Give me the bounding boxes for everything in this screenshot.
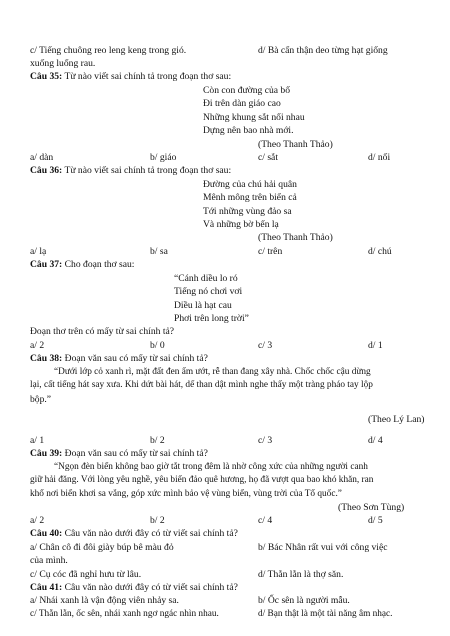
option-b: b/ 2 [150, 435, 165, 446]
poem-line: “Cánh diều lo ró [174, 273, 238, 284]
option-d: d/ 1 [368, 340, 383, 351]
question-label: Câu 41: [30, 582, 63, 593]
option-a: a/ lạ [30, 246, 47, 257]
poem-source: (Theo Thanh Thảo) [258, 139, 333, 150]
option-b: b/ Ốc sên là người mẫu. [258, 595, 350, 606]
poem-line: Mênh mông trên biển cả [203, 192, 297, 203]
option-b: b/ Bác Nhân rất vui với công việc [258, 542, 388, 553]
option-a: a/ 2 [30, 340, 45, 351]
option-d: d/ 5 [368, 515, 383, 526]
answer-d-line: d/ Bà cẩn thận deo từng hạt giống [258, 45, 388, 56]
option-b-continuation: của mình. [30, 555, 68, 566]
question-40 [30, 527, 238, 540]
option-c: c/ 4 [258, 515, 273, 526]
question-41 [30, 581, 238, 594]
paragraph-line: “Dưới lớp cỏ xanh rì, mặt đất đen ẩm ướt, rễ than đang xây nhà. Chốc chốc cậu dừng [54, 367, 371, 377]
option-d: d/ Bạn thật là một tài năng âm nhạc. [258, 609, 393, 619]
question-38 [30, 352, 208, 365]
poem-line: Những khung sắt nối nhau [203, 112, 305, 123]
answer-d-continuation: xuống luống rau. [30, 58, 96, 69]
question-36 [30, 164, 231, 177]
question-37-prompt: Đoạn thơ trên có mấy từ sai chính tả? [30, 326, 175, 337]
question-text: Từ nào viết sai chính tả trong đoạn thơ sau: [62, 71, 232, 82]
poem-line: Đi trên dàn giáo cao [203, 98, 281, 109]
option-c: c/ sắt [258, 152, 278, 163]
answer-c-line: c/ Tiếng chuông reo leng keng trong gió. [30, 45, 187, 56]
poem-line: Tiếng nó chơi vơi [174, 286, 243, 297]
question-label: Câu 40: [30, 528, 63, 539]
question-label: Câu 38: [30, 353, 63, 364]
question-text: Câu văn nào dưới đây có từ viết sai chính tả? [62, 582, 238, 593]
poem-line: Và những bờ bến lạ [203, 219, 279, 230]
option-a: a/ Chân cô đi đôi giày búp bê màu đỏ [30, 542, 174, 553]
paragraph-line: bộp.” [30, 394, 52, 405]
option-c: c/ Cụ cóc đã nghỉ hưu từ lâu. [30, 569, 142, 580]
option-c: c/ Thằn lằn, ốc sên, nhái xanh ngơ ngác nhìn nhau. [30, 609, 219, 619]
option-b: b/ sa [150, 246, 168, 257]
option-b: b/ 0 [150, 340, 165, 351]
option-d: d/ Thằn lằn là thợ săn. [258, 569, 344, 580]
paragraph-line: “Ngọn đèn biển không bao giờ tắt trong đêm là nhờ công xức của những người canh [54, 462, 368, 472]
question-37 [30, 258, 134, 271]
option-b: b/ giáo [150, 152, 177, 163]
option-a: a/ dàn [30, 152, 54, 163]
question-35 [30, 70, 231, 83]
question-text: Câu văn nào dưới đây có từ viết sai chính tả? [62, 528, 238, 539]
option-d: d/ chú [368, 246, 392, 257]
question-label: Câu 36: [30, 165, 63, 176]
paragraph-line: lại, cất tiếng hát say xưa. Khi dứt bài hát, dế than dật mình nghe thấy một tràng pháo tay lộp [30, 380, 373, 390]
option-c: c/ 3 [258, 435, 273, 446]
poem-source: (Theo Thanh Thảo) [258, 232, 333, 243]
paragraph-source: (Theo Lý Lan) [368, 414, 425, 425]
question-label: Câu 35: [30, 71, 63, 82]
option-b: b/ 2 [150, 515, 165, 526]
question-text: Cho đoạn thơ sau: [62, 259, 135, 270]
question-label: Câu 39: [30, 448, 63, 459]
option-a: a/ 2 [30, 515, 45, 526]
question-text: Đoạn văn sau có mấy từ sai chính tả? [62, 353, 208, 364]
poem-line: Phơi trên long trời” [174, 313, 249, 324]
question-text: Từ nào viết sai chính tả trong đoạn thơ sau: [62, 165, 232, 176]
question-text: Đoạn văn sau có mấy từ sai chính tả? [62, 448, 208, 459]
paragraph-source: (Theo Sơn Tùng) [338, 502, 405, 513]
poem-line: Đường của chú hải quân [203, 179, 297, 190]
paragraph-line: giữ hải đăng. Với lòng yêu nghề, yêu biển đảo quê hương, họ đã vượt qua bao khó khăn, ran [30, 475, 374, 485]
question-label: Câu 37: [30, 259, 63, 270]
question-39 [30, 447, 208, 460]
option-a: a/ Nhái xanh là vận động viên nhảy sa. [30, 595, 179, 606]
poem-line: Diều là hạt cau [174, 300, 232, 311]
option-c: c/ 3 [258, 340, 273, 351]
option-d: d/ 4 [368, 435, 383, 446]
poem-line: Còn con đường của bố [203, 85, 291, 96]
poem-line: Dựng nên bao nhà mới. [203, 125, 294, 136]
option-c: c/ trên [258, 246, 283, 257]
option-a: a/ 1 [30, 435, 45, 446]
option-d: d/ nối [368, 152, 391, 163]
paragraph-line: khổ nơi biển khơi sa vắng, góp xức mình bảo vệ vùng biển, vùng trời của Tổ quốc.” [30, 489, 342, 499]
poem-line: Tới những vùng đảo sa [203, 206, 292, 217]
